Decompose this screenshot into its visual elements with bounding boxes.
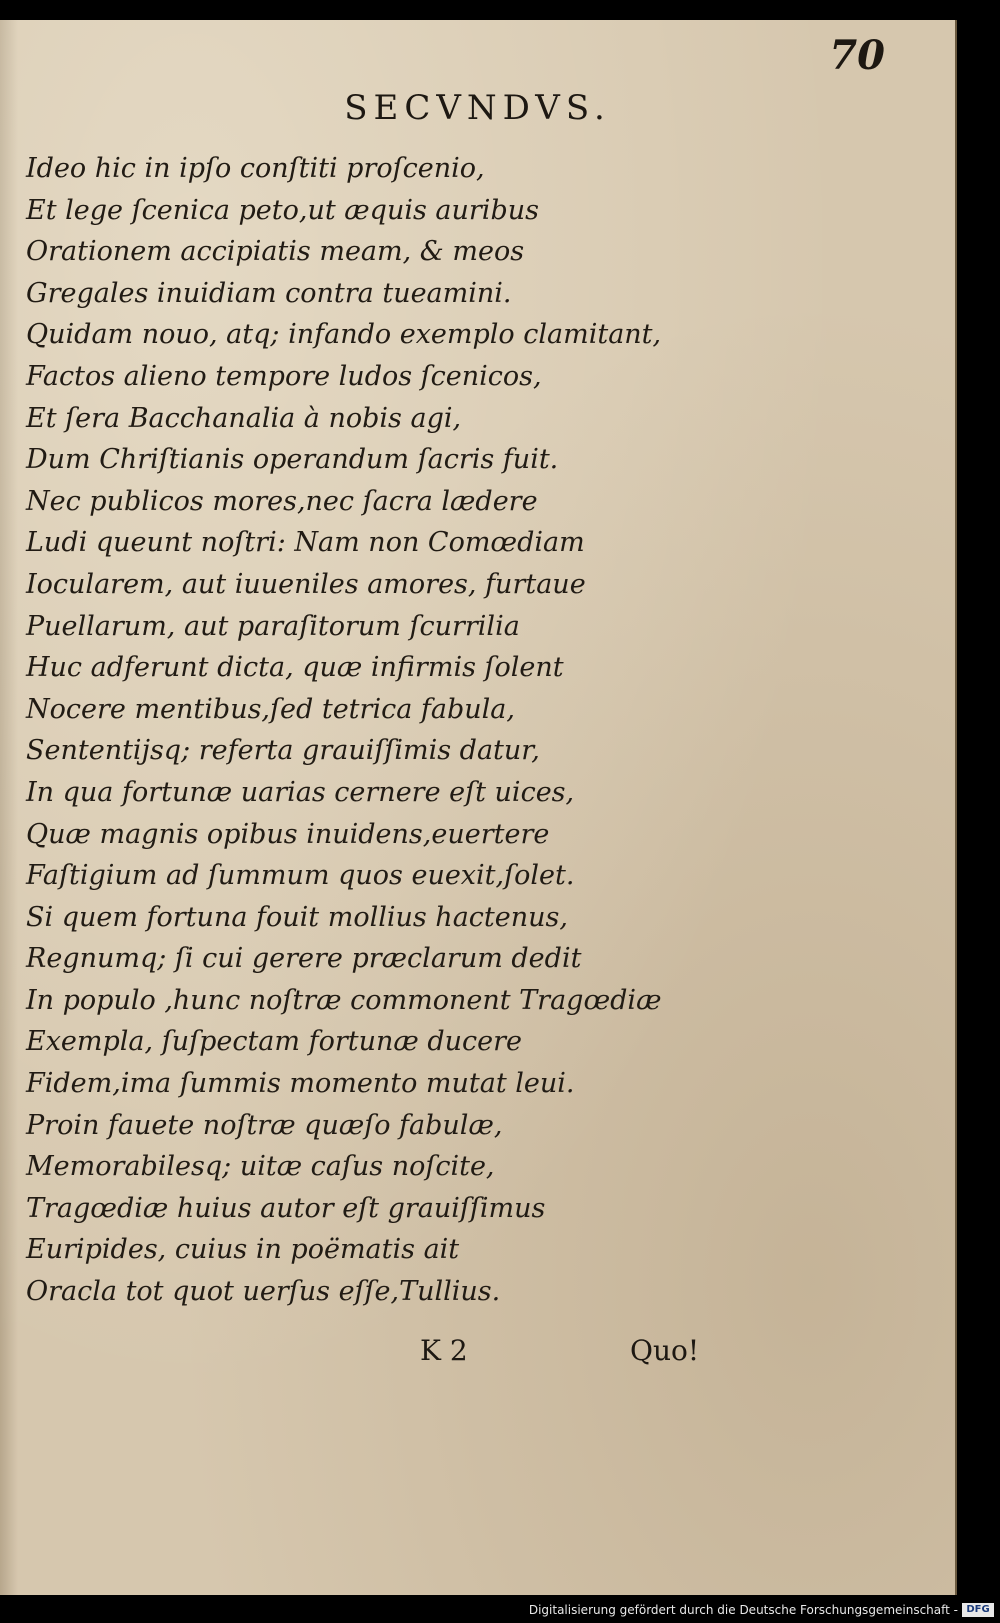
- verse-line: Oracla tot quot uerſus eſſe,Tullius.: [26, 1276, 501, 1308]
- catchword: Quo!: [630, 1334, 700, 1367]
- signature-mark: K 2: [420, 1334, 468, 1367]
- verse-text-block: [26, 148, 786, 1313]
- verse-line: Sententijsq; referta grauiſſimis datur,: [26, 735, 540, 767]
- dfg-logo-icon: DFG: [962, 1603, 994, 1617]
- footer-bar: [0, 1595, 1000, 1623]
- verse-line: Ideo hic in ipſo conſtiti proſcenio,: [26, 153, 485, 184]
- verse-line: Proin fauete noſtræ quæſo fabulæ,: [26, 1109, 503, 1141]
- verse-line: Huc adferunt dicta, quæ infirmis ſolent: [26, 652, 564, 684]
- verse-line: Iocularem, aut iuueniles amores, furtaue: [26, 568, 586, 600]
- book-page: [0, 20, 957, 1595]
- verse-line: Exempla, ſuſpectam fortunæ ducere: [26, 1026, 522, 1058]
- verse-line: Faſtigium ad ſummum quos euexit,ſolet.: [26, 860, 575, 892]
- verse-line: Nec publicos mores,nec ſacra lædere: [26, 485, 538, 517]
- verse-line: Orationem accipiatis meam, & meos: [26, 236, 525, 268]
- verse-line: Nocere mentibus,ſed tetrica fabula,: [26, 693, 515, 725]
- running-head: SECVNDVS.: [344, 88, 611, 128]
- page-number: 70: [829, 32, 885, 79]
- verse-line: Gregales inuidiam contra tueamini.: [26, 277, 512, 309]
- verse-line: Ludi queunt noſtri: Nam non Comœdiam: [26, 527, 585, 559]
- verse-line: Euripides, cuius in poëmatis ait: [26, 1234, 460, 1266]
- verse-line: Dum Chriſtianis operandum ſacris fuit.: [26, 444, 559, 476]
- verse-line: Quæ magnis opibus inuidens,euertere: [26, 818, 550, 850]
- verse-line: Tragœdiæ huius autor eſt grauiſſimus: [26, 1192, 546, 1224]
- verse-line: In qua fortunæ uarias cernere eſt uices,: [26, 776, 575, 808]
- verse-line: Et lege ſcenica peto,ut æquis auribus: [26, 194, 539, 226]
- verse-line: Quidam nouo, atq; infando exemplo clamitant,: [26, 319, 662, 351]
- funding-credit: Digitalisierung gefördert durch die Deutsche Forschungsgemeinschaft -: [528, 1603, 958, 1617]
- verse-line: Memorabilesq; uitæ caſus noſcite,: [26, 1151, 495, 1183]
- verse-line: Si quem fortuna fouit mollius hactenus,: [26, 901, 568, 933]
- verse-line: Et ſera Bacchanalia à nobis agi,: [26, 402, 462, 434]
- verse-line: In populo ,hunc noſtræ commonent Tragœdiæ: [26, 984, 662, 1016]
- verse-line: Regnumq; ſi cui gerere præclarum dedit: [26, 943, 582, 975]
- verse-line: Fidem,ima ſummis momento mutat leui.: [26, 1068, 575, 1100]
- verse-line: Puellarum, aut paraſitorum ſcurrilia: [26, 610, 520, 642]
- verse-line: Factos alieno tempore ludos ſcenicos,: [26, 360, 542, 392]
